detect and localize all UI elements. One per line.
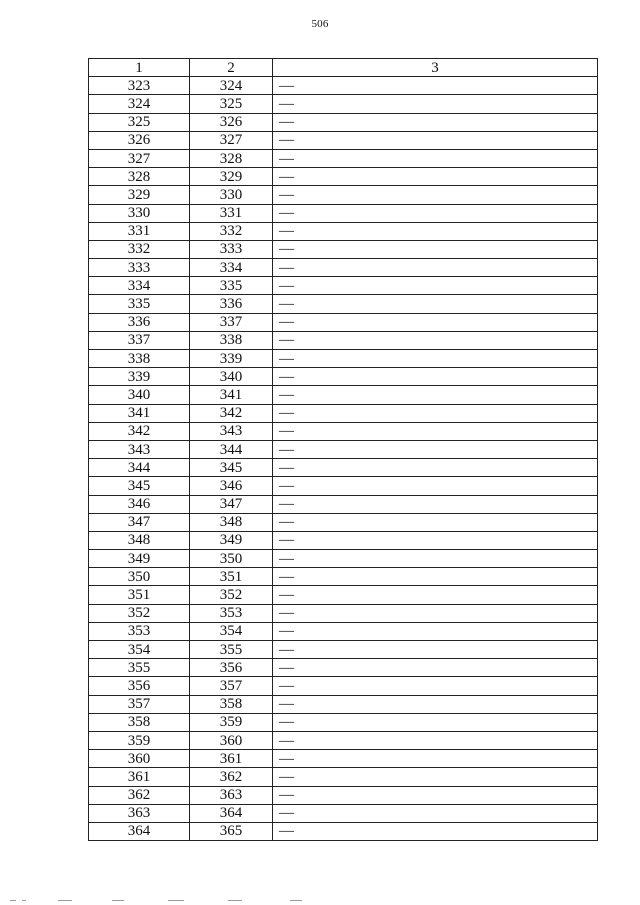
- table-row: [89, 495, 598, 513]
- table-row: [89, 695, 598, 713]
- table-row: [89, 586, 598, 604]
- table-row: [89, 786, 598, 804]
- table-row: [89, 222, 598, 240]
- table-cell-col-3: —: [273, 459, 598, 477]
- table-cell-col-2: 354: [190, 622, 273, 640]
- table-cell-col-1: 330: [89, 204, 190, 222]
- table-row: [89, 750, 598, 768]
- table-cell-col-2: 345: [190, 459, 273, 477]
- table-cell-col-1: 364: [89, 822, 190, 840]
- table-cell-col-2: 331: [190, 204, 273, 222]
- table-cell-col-1: 341: [89, 404, 190, 422]
- table-cell-col-1: 334: [89, 277, 190, 295]
- table-cell-col-2: 362: [190, 768, 273, 786]
- table-cell-col-1: 328: [89, 168, 190, 186]
- table-cell-col-1: 326: [89, 131, 190, 149]
- column-header-2: 2: [190, 59, 273, 77]
- table-cell-col-2: 346: [190, 477, 273, 495]
- table-cell-col-3: —: [273, 368, 598, 386]
- table-cell-col-3: —: [273, 641, 598, 659]
- table-cell-col-1: 351: [89, 586, 190, 604]
- table-cell-col-1: 327: [89, 149, 190, 167]
- table-row: [89, 604, 598, 622]
- table-cell-col-3: —: [273, 77, 598, 95]
- table-cell-col-2: 333: [190, 240, 273, 258]
- table-row: [89, 513, 598, 531]
- table-cell-col-1: 340: [89, 386, 190, 404]
- table-cell-col-1: 361: [89, 768, 190, 786]
- table-cell-col-3: —: [273, 768, 598, 786]
- table-cell-col-2: 351: [190, 568, 273, 586]
- table-cell-col-1: 350: [89, 568, 190, 586]
- table-cell-col-1: 363: [89, 804, 190, 822]
- table-row: [89, 641, 598, 659]
- table-row: [89, 568, 598, 586]
- table-cell-col-1: 354: [89, 641, 190, 659]
- table-cell-col-3: —: [273, 313, 598, 331]
- table-cell-col-1: 348: [89, 531, 190, 549]
- table-row: [89, 113, 598, 131]
- table-cell-col-1: 359: [89, 731, 190, 749]
- table-cell-col-1: 331: [89, 222, 190, 240]
- table-cell-col-2: 359: [190, 713, 273, 731]
- table-row: [89, 77, 598, 95]
- table-cell-col-3: —: [273, 513, 598, 531]
- data-table: [88, 58, 598, 841]
- table-row: [89, 422, 598, 440]
- page-number: 506: [311, 18, 329, 30]
- table-cell-col-2: 337: [190, 313, 273, 331]
- table-cell-col-3: —: [273, 149, 598, 167]
- table-cell-col-2: 330: [190, 186, 273, 204]
- table-cell-col-2: 325: [190, 95, 273, 113]
- table-cell-col-1: 332: [89, 240, 190, 258]
- table-cell-col-2: 343: [190, 422, 273, 440]
- table-row: [89, 677, 598, 695]
- table-cell-col-1: 356: [89, 677, 190, 695]
- table-row: [89, 368, 598, 386]
- table-cell-col-2: 356: [190, 659, 273, 677]
- table-row: [89, 95, 598, 113]
- table-cell-col-2: 360: [190, 731, 273, 749]
- table-cell-col-3: —: [273, 713, 598, 731]
- table-cell-col-2: 349: [190, 531, 273, 549]
- table-cell-col-3: —: [273, 786, 598, 804]
- table-cell-col-2: 358: [190, 695, 273, 713]
- table-row: [89, 277, 598, 295]
- table-cell-col-2: 363: [190, 786, 273, 804]
- table-cell-col-3: —: [273, 659, 598, 677]
- table-cell-col-3: —: [273, 204, 598, 222]
- table-cell-col-2: 341: [190, 386, 273, 404]
- table-cell-col-3: —: [273, 495, 598, 513]
- table-cell-col-3: —: [273, 404, 598, 422]
- table-cell-col-3: —: [273, 440, 598, 458]
- table-cell-col-1: 347: [89, 513, 190, 531]
- table-row: [89, 259, 598, 277]
- table-cell-col-1: 324: [89, 95, 190, 113]
- table-row: [89, 440, 598, 458]
- table-cell-col-3: —: [273, 731, 598, 749]
- table-cell-col-3: —: [273, 422, 598, 440]
- table-cell-col-1: 353: [89, 622, 190, 640]
- table-cell-col-2: 355: [190, 641, 273, 659]
- table-cell-col-2: 340: [190, 368, 273, 386]
- table-cell-col-3: —: [273, 240, 598, 258]
- table-cell-col-3: —: [273, 604, 598, 622]
- table-cell-col-1: 355: [89, 659, 190, 677]
- table-row: [89, 331, 598, 349]
- table-cell-col-1: 325: [89, 113, 190, 131]
- table-cell-col-2: 352: [190, 586, 273, 604]
- table-row: [89, 459, 598, 477]
- table-cell-col-2: 353: [190, 604, 273, 622]
- table-cell-col-1: 343: [89, 440, 190, 458]
- table-body: [89, 77, 598, 841]
- scan-artifact-marks: [0, 897, 640, 905]
- header-row: [89, 59, 598, 77]
- table-cell-col-2: 336: [190, 295, 273, 313]
- table-cell-col-1: 342: [89, 422, 190, 440]
- table-cell-col-1: 337: [89, 331, 190, 349]
- table-header: [89, 59, 598, 77]
- table-row: [89, 768, 598, 786]
- table-cell-col-3: —: [273, 131, 598, 149]
- table-cell-col-1: 336: [89, 313, 190, 331]
- table-cell-col-3: —: [273, 113, 598, 131]
- table-row: [89, 713, 598, 731]
- table-cell-col-2: 361: [190, 750, 273, 768]
- table-cell-col-2: 329: [190, 168, 273, 186]
- table-cell-col-1: 329: [89, 186, 190, 204]
- table-cell-col-2: 327: [190, 131, 273, 149]
- table-cell-col-1: 335: [89, 295, 190, 313]
- table-cell-col-1: 339: [89, 368, 190, 386]
- column-header-3: 3: [273, 59, 598, 77]
- table-cell-col-2: 348: [190, 513, 273, 531]
- table-cell-col-3: —: [273, 168, 598, 186]
- table-cell-col-3: —: [273, 95, 598, 113]
- table-row: [89, 295, 598, 313]
- table-cell-col-1: 345: [89, 477, 190, 495]
- table-cell-col-1: 360: [89, 750, 190, 768]
- table-cell-col-2: 365: [190, 822, 273, 840]
- table-row: [89, 804, 598, 822]
- table-cell-col-2: 357: [190, 677, 273, 695]
- table-cell-col-2: 339: [190, 350, 273, 368]
- table-cell-col-3: —: [273, 822, 598, 840]
- table-cell-col-2: 335: [190, 277, 273, 295]
- table-row: [89, 240, 598, 258]
- table-cell-col-3: —: [273, 568, 598, 586]
- table-cell-col-3: —: [273, 750, 598, 768]
- table-cell-col-3: —: [273, 804, 598, 822]
- table-cell-col-2: 347: [190, 495, 273, 513]
- table-cell-col-2: 326: [190, 113, 273, 131]
- table-row: [89, 131, 598, 149]
- table-cell-col-2: 342: [190, 404, 273, 422]
- table-cell-col-2: 328: [190, 149, 273, 167]
- table-cell-col-1: 344: [89, 459, 190, 477]
- table-cell-col-1: 333: [89, 259, 190, 277]
- table-cell-col-3: —: [273, 586, 598, 604]
- table-cell-col-3: —: [273, 295, 598, 313]
- table-row: [89, 477, 598, 495]
- table-cell-col-2: 344: [190, 440, 273, 458]
- table-row: [89, 386, 598, 404]
- table-row: [89, 659, 598, 677]
- table-row: [89, 168, 598, 186]
- table-row: [89, 186, 598, 204]
- table-cell-col-3: —: [273, 695, 598, 713]
- table-cell-col-2: 334: [190, 259, 273, 277]
- table-cell-col-1: 352: [89, 604, 190, 622]
- table-cell-col-3: —: [273, 277, 598, 295]
- table-cell-col-3: —: [273, 350, 598, 368]
- table-cell-col-1: 338: [89, 350, 190, 368]
- table-row: [89, 204, 598, 222]
- table-row: [89, 822, 598, 840]
- column-header-1: 1: [89, 59, 190, 77]
- table-cell-col-2: 350: [190, 550, 273, 568]
- table-cell-col-3: —: [273, 622, 598, 640]
- table-row: [89, 550, 598, 568]
- table-cell-col-1: 362: [89, 786, 190, 804]
- table-cell-col-3: —: [273, 677, 598, 695]
- table-cell-col-2: 364: [190, 804, 273, 822]
- table-cell-col-2: 332: [190, 222, 273, 240]
- table-cell-col-3: —: [273, 331, 598, 349]
- table-row: [89, 350, 598, 368]
- table-row: [89, 313, 598, 331]
- table-row: [89, 149, 598, 167]
- table-cell-col-3: —: [273, 259, 598, 277]
- table-cell-col-1: 357: [89, 695, 190, 713]
- table-cell-col-3: —: [273, 386, 598, 404]
- table-cell-col-2: 338: [190, 331, 273, 349]
- table-cell-col-3: —: [273, 477, 598, 495]
- table-row: [89, 404, 598, 422]
- table-row: [89, 531, 598, 549]
- table-cell-col-1: 349: [89, 550, 190, 568]
- table-row: [89, 622, 598, 640]
- table-row: [89, 731, 598, 749]
- table-cell-col-3: —: [273, 531, 598, 549]
- table-cell-col-2: 324: [190, 77, 273, 95]
- table-cell-col-1: 323: [89, 77, 190, 95]
- table-cell-col-3: —: [273, 186, 598, 204]
- table-cell-col-1: 358: [89, 713, 190, 731]
- table-cell-col-1: 346: [89, 495, 190, 513]
- table-cell-col-3: —: [273, 222, 598, 240]
- table-cell-col-3: —: [273, 550, 598, 568]
